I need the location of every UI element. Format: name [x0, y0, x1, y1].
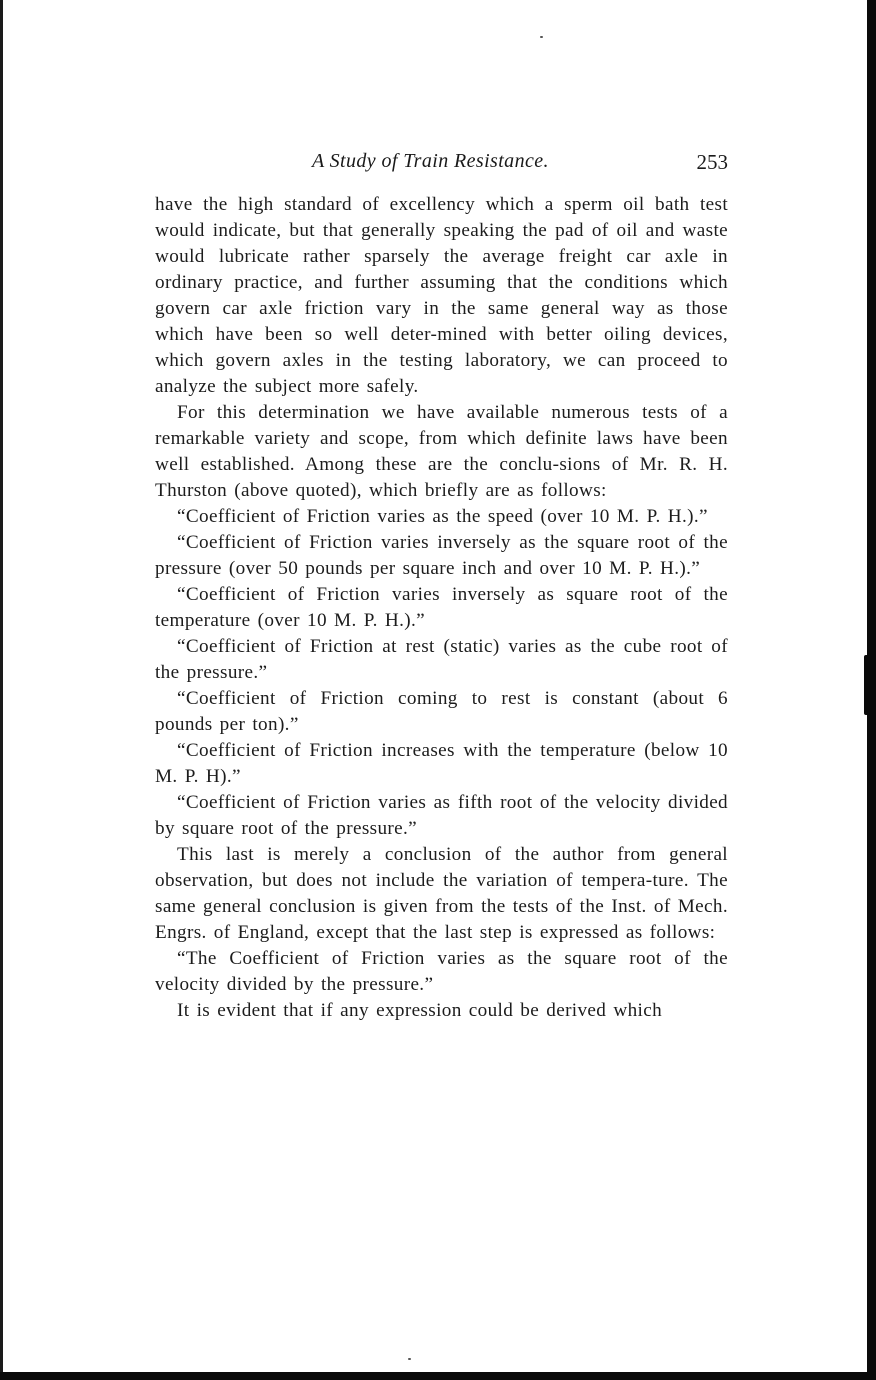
quoted-law: “Coefficient of Friction varies inversely as the square root of the pressure (over 50 pounds per square inch and over 10 M. P. H.).” [155, 532, 728, 579]
scan-speck [408, 1358, 411, 1360]
running-title: A Study of Train Resistance. [312, 150, 549, 172]
page-number: 253 [696, 150, 728, 174]
scan-edge-left [0, 0, 3, 1380]
scan-speck [540, 36, 543, 38]
quoted-law: “Coefficient of Friction increases with the temperature (below 10 M. P. H).” [155, 740, 728, 787]
running-header [155, 150, 728, 180]
paragraph: This last is merely a conclusion of the author from general observation, but does not include the variation of tempera-ture. The same general conclusion is given from the tests of the Inst. of Mech. Engrs. of England, except that the last step is expressed as follows: [155, 844, 728, 943]
quoted-law: “Coefficient of Friction coming to rest is constant (about 6 pounds per ton).” [155, 688, 728, 735]
body-text [155, 192, 728, 1024]
paragraph: have the high standard of excellency which a sperm oil bath test would indicate, but that generally speaking the pad of oil and waste would lubricate rather sparsely the average freight car axle in ordinary practice, and further assuming that the conditions which govern car axle friction vary in the same general way as those which have been so well deter-mined with better oiling devices, which govern axles in the testing laboratory, we can proceed to analyze the subject more safely. [155, 194, 728, 397]
scan-edge-bottom [0, 1372, 876, 1380]
quoted-law: “Coefficient of Friction varies inversely as square root of the temperature (over 10 M. P. H.).” [155, 584, 728, 631]
quoted-law: “The Coefficient of Friction varies as the square root of the velocity divided by the pressure.” [155, 948, 728, 995]
paragraph: It is evident that if any expression could be derived which [177, 1000, 663, 1021]
paragraph: For this determination we have available numerous tests of a remarkable variety and scope, from which definite laws have been well established. Among these are the conclu-sions of Mr. R. H. Thurston (above quoted), which briefly are as follows: [155, 402, 728, 501]
scan-edge-notch [864, 655, 869, 715]
quoted-law: “Coefficient of Friction varies as fifth root of the velocity divided by square root of the pressure.” [155, 792, 728, 839]
quoted-law: “Coefficient of Friction at rest (static) varies as the cube root of the pressure.” [155, 636, 728, 683]
quoted-law: “Coefficient of Friction varies as the speed (over 10 M. P. H.).” [177, 506, 708, 527]
